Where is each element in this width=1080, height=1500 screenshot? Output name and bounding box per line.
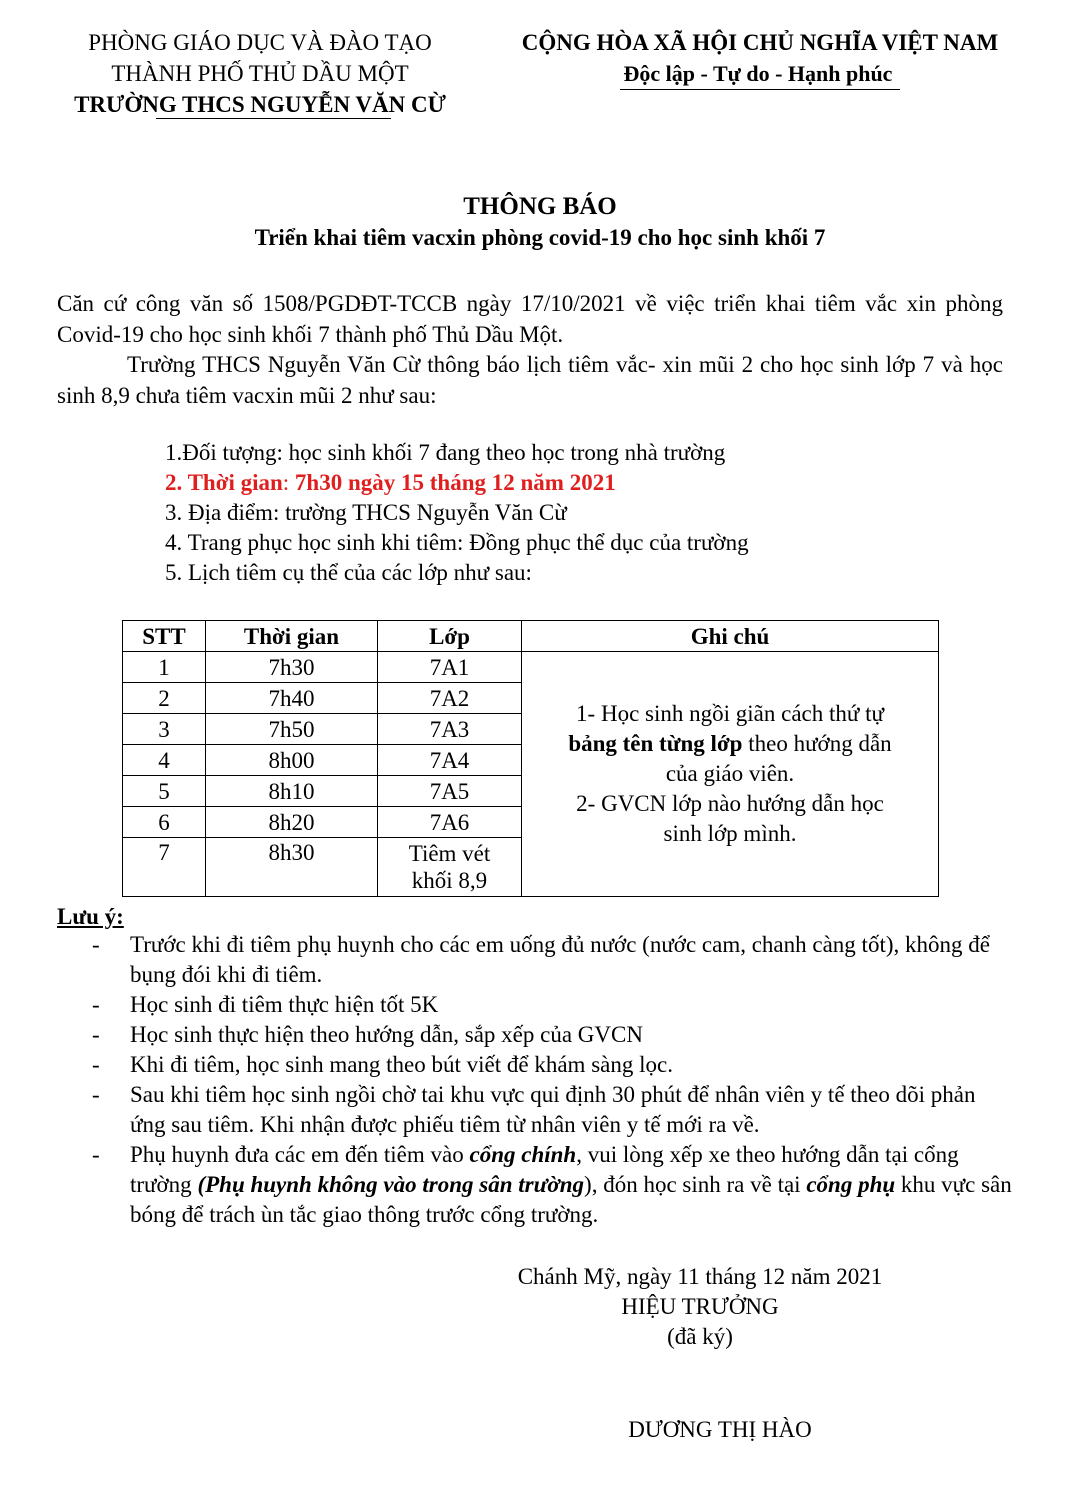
list-item [92, 1140, 1012, 1230]
note-part: , vui lòng xếp xe theo hướng dẫn tại cổng trường [130, 1142, 959, 1197]
notes-heading: Lưu ý: [57, 904, 124, 929]
bullet-dash: - [92, 992, 100, 1017]
parent-restriction-text: (Phụ huynh không vào trong sân trường [197, 1172, 585, 1197]
bullet-dash: - [92, 1022, 100, 1047]
cell-time: 7h40 [206, 683, 378, 714]
bullet-dash: - [92, 932, 100, 957]
school-name: TRƯỜNG THCS NGUYỄN VĂN CỪ [74, 89, 446, 120]
intro-paragraph-1: Căn cứ công văn số 1508/PGDĐT-TCCB ngày 17/10/2021 về việc triển khai tiêm vắc xin phòng Covid-19 cho học sinh khối 7 thành phố Thủ Dầu Một. [57, 291, 1003, 347]
class-line: Tiêm vét [408, 841, 491, 866]
item-location: 3. Địa điểm: trường THCS Nguyễn Văn Cừ [165, 500, 567, 525]
list-item [92, 1020, 1012, 1050]
notes-list [92, 930, 1012, 1230]
note-text: Sau khi tiêm học sinh ngồi chờ tai khu vực qui định 30 phút để nhân viên y tế theo dõi phản ứng sau tiêm. Khi nhận được phiếu tiêm từ nhân viên y tế mới ra về. [130, 1082, 976, 1137]
item-time-sep: : [282, 470, 295, 495]
bullet-dash: - [92, 1142, 100, 1167]
national-header [480, 27, 1040, 90]
table-header-row [123, 621, 939, 652]
cell-stt: 6 [123, 807, 206, 838]
header-stt: STT [123, 621, 206, 652]
item-target: 1.Đối tượng: học sinh khối 7 đang theo học trong nhà trường [165, 440, 726, 465]
list-item [92, 1080, 1012, 1140]
header-time: Thời gian [206, 621, 378, 652]
national-title: CỘNG HÒA XÃ HỘI CHỦ NGHĨA VIỆT NAM [521, 30, 999, 55]
item-time-value: 7h30 ngày 15 tháng 12 năm 2021 [294, 470, 616, 495]
list-item [92, 990, 1012, 1020]
note-part: ), đón học sinh ra về tại [584, 1172, 807, 1197]
cell-stt: 7 [123, 838, 206, 897]
cell-time: 8h30 [206, 838, 378, 897]
note-part: Phụ huynh đưa các em đến tiêm vào [130, 1142, 470, 1167]
cell-class: 7A4 [378, 745, 522, 776]
intro-paragraph-2: Trường THCS Nguyễn Văn Cừ thông báo lịch tiêm vắc- xin mũi 2 cho học sinh lớp 7 và học sinh 8,9 chưa tiêm vacxin mũi 2 như sau: [57, 352, 1003, 408]
cell-class: 7A3 [378, 714, 522, 745]
item-schedule: 5. Lịch tiêm cụ thể của các lớp như sau: [165, 560, 532, 585]
issuing-authority [40, 27, 480, 120]
document-title: THÔNG BÁO [463, 193, 617, 220]
signature-block [470, 1262, 930, 1352]
authority-line-1: PHÒNG GIÁO DỤC VÀ ĐÀO TẠO [88, 30, 432, 55]
signer-role: HIỆU TRƯỞNG [621, 1294, 779, 1319]
note-text: Học sinh thực hiện theo hướng dẫn, sắp xếp của GVCN [130, 1022, 643, 1047]
national-motto: Độc lập - Tự do - Hạnh phúc [620, 58, 901, 90]
cell-class: 7A1 [378, 652, 522, 683]
cell-class: 7A5 [378, 776, 522, 807]
side-gate-text: cổng phụ [806, 1172, 896, 1197]
notice-items [165, 438, 749, 588]
header-class: Lớp [378, 621, 522, 652]
main-gate-text: cổng chính [469, 1142, 577, 1167]
cell-class: 7A6 [378, 807, 522, 838]
note-text: Khi đi tiêm, học sinh mang theo bút viết để khám sàng lọc. [130, 1052, 673, 1077]
cell-time: 7h30 [206, 652, 378, 683]
note-part: khu vực sân bóng để trách ùn tắc giao thông trước cổng trường. [130, 1172, 1012, 1227]
cell-stt: 3 [123, 714, 206, 745]
document-title-block [0, 191, 1080, 253]
note-bold: bảng tên từng lớp [568, 731, 743, 756]
cell-time: 7h50 [206, 714, 378, 745]
bullet-dash: - [92, 1082, 100, 1107]
class-line: khối 8,9 [411, 868, 488, 893]
note-text [130, 1142, 1012, 1227]
note-line: của giáo viên. [665, 761, 795, 786]
cell-stt: 1 [123, 652, 206, 683]
cell-class [378, 838, 522, 897]
signer-name: DƯƠNG THỊ HÀO [628, 1417, 812, 1442]
item-time [165, 468, 749, 498]
table-row [123, 652, 939, 683]
authority-line-2: THÀNH PHỐ THỦ DẦU MỘT [111, 61, 409, 86]
list-item [92, 1050, 1012, 1080]
document-subtitle: Triển khai tiêm vacxin phòng covid-19 cho học sinh khối 7 [254, 225, 826, 250]
cell-stt: 5 [123, 776, 206, 807]
item-time-label: 2. Thời gian [165, 470, 283, 495]
note-line [530, 729, 930, 759]
note-line: sinh lớp mình. [663, 821, 797, 846]
note-text: Trước khi đi tiêm phụ huynh cho các em uống đủ nước (nước cam, chanh càng tốt), không để bụng đói khi đi tiêm. [130, 932, 990, 987]
note-line: 2- GVCN lớp nào hướng dẫn học [576, 791, 884, 816]
place-date: Chánh Mỹ, ngày 11 tháng 12 năm 2021 [517, 1264, 883, 1289]
cell-class: 7A2 [378, 683, 522, 714]
list-item [92, 930, 1012, 990]
bullet-dash: - [92, 1052, 100, 1077]
cell-stt: 4 [123, 745, 206, 776]
signed-mark: (đã ký) [667, 1324, 733, 1349]
note-line: 1- Học sinh ngồi giãn cách thứ tự [576, 701, 884, 726]
cell-note [522, 652, 939, 897]
note-rest: theo hướng dẫn [742, 731, 892, 756]
cell-time: 8h00 [206, 745, 378, 776]
cell-time: 8h20 [206, 807, 378, 838]
cell-stt: 2 [123, 683, 206, 714]
schedule-table [122, 620, 939, 897]
note-text: Học sinh đi tiêm thực hiện tốt 5K [130, 992, 439, 1017]
item-dress: 4. Trang phục học sinh khi tiêm: Đồng phục thể dục của trường [165, 530, 749, 555]
cell-time: 8h10 [206, 776, 378, 807]
header-note: Ghi chú [522, 621, 939, 652]
